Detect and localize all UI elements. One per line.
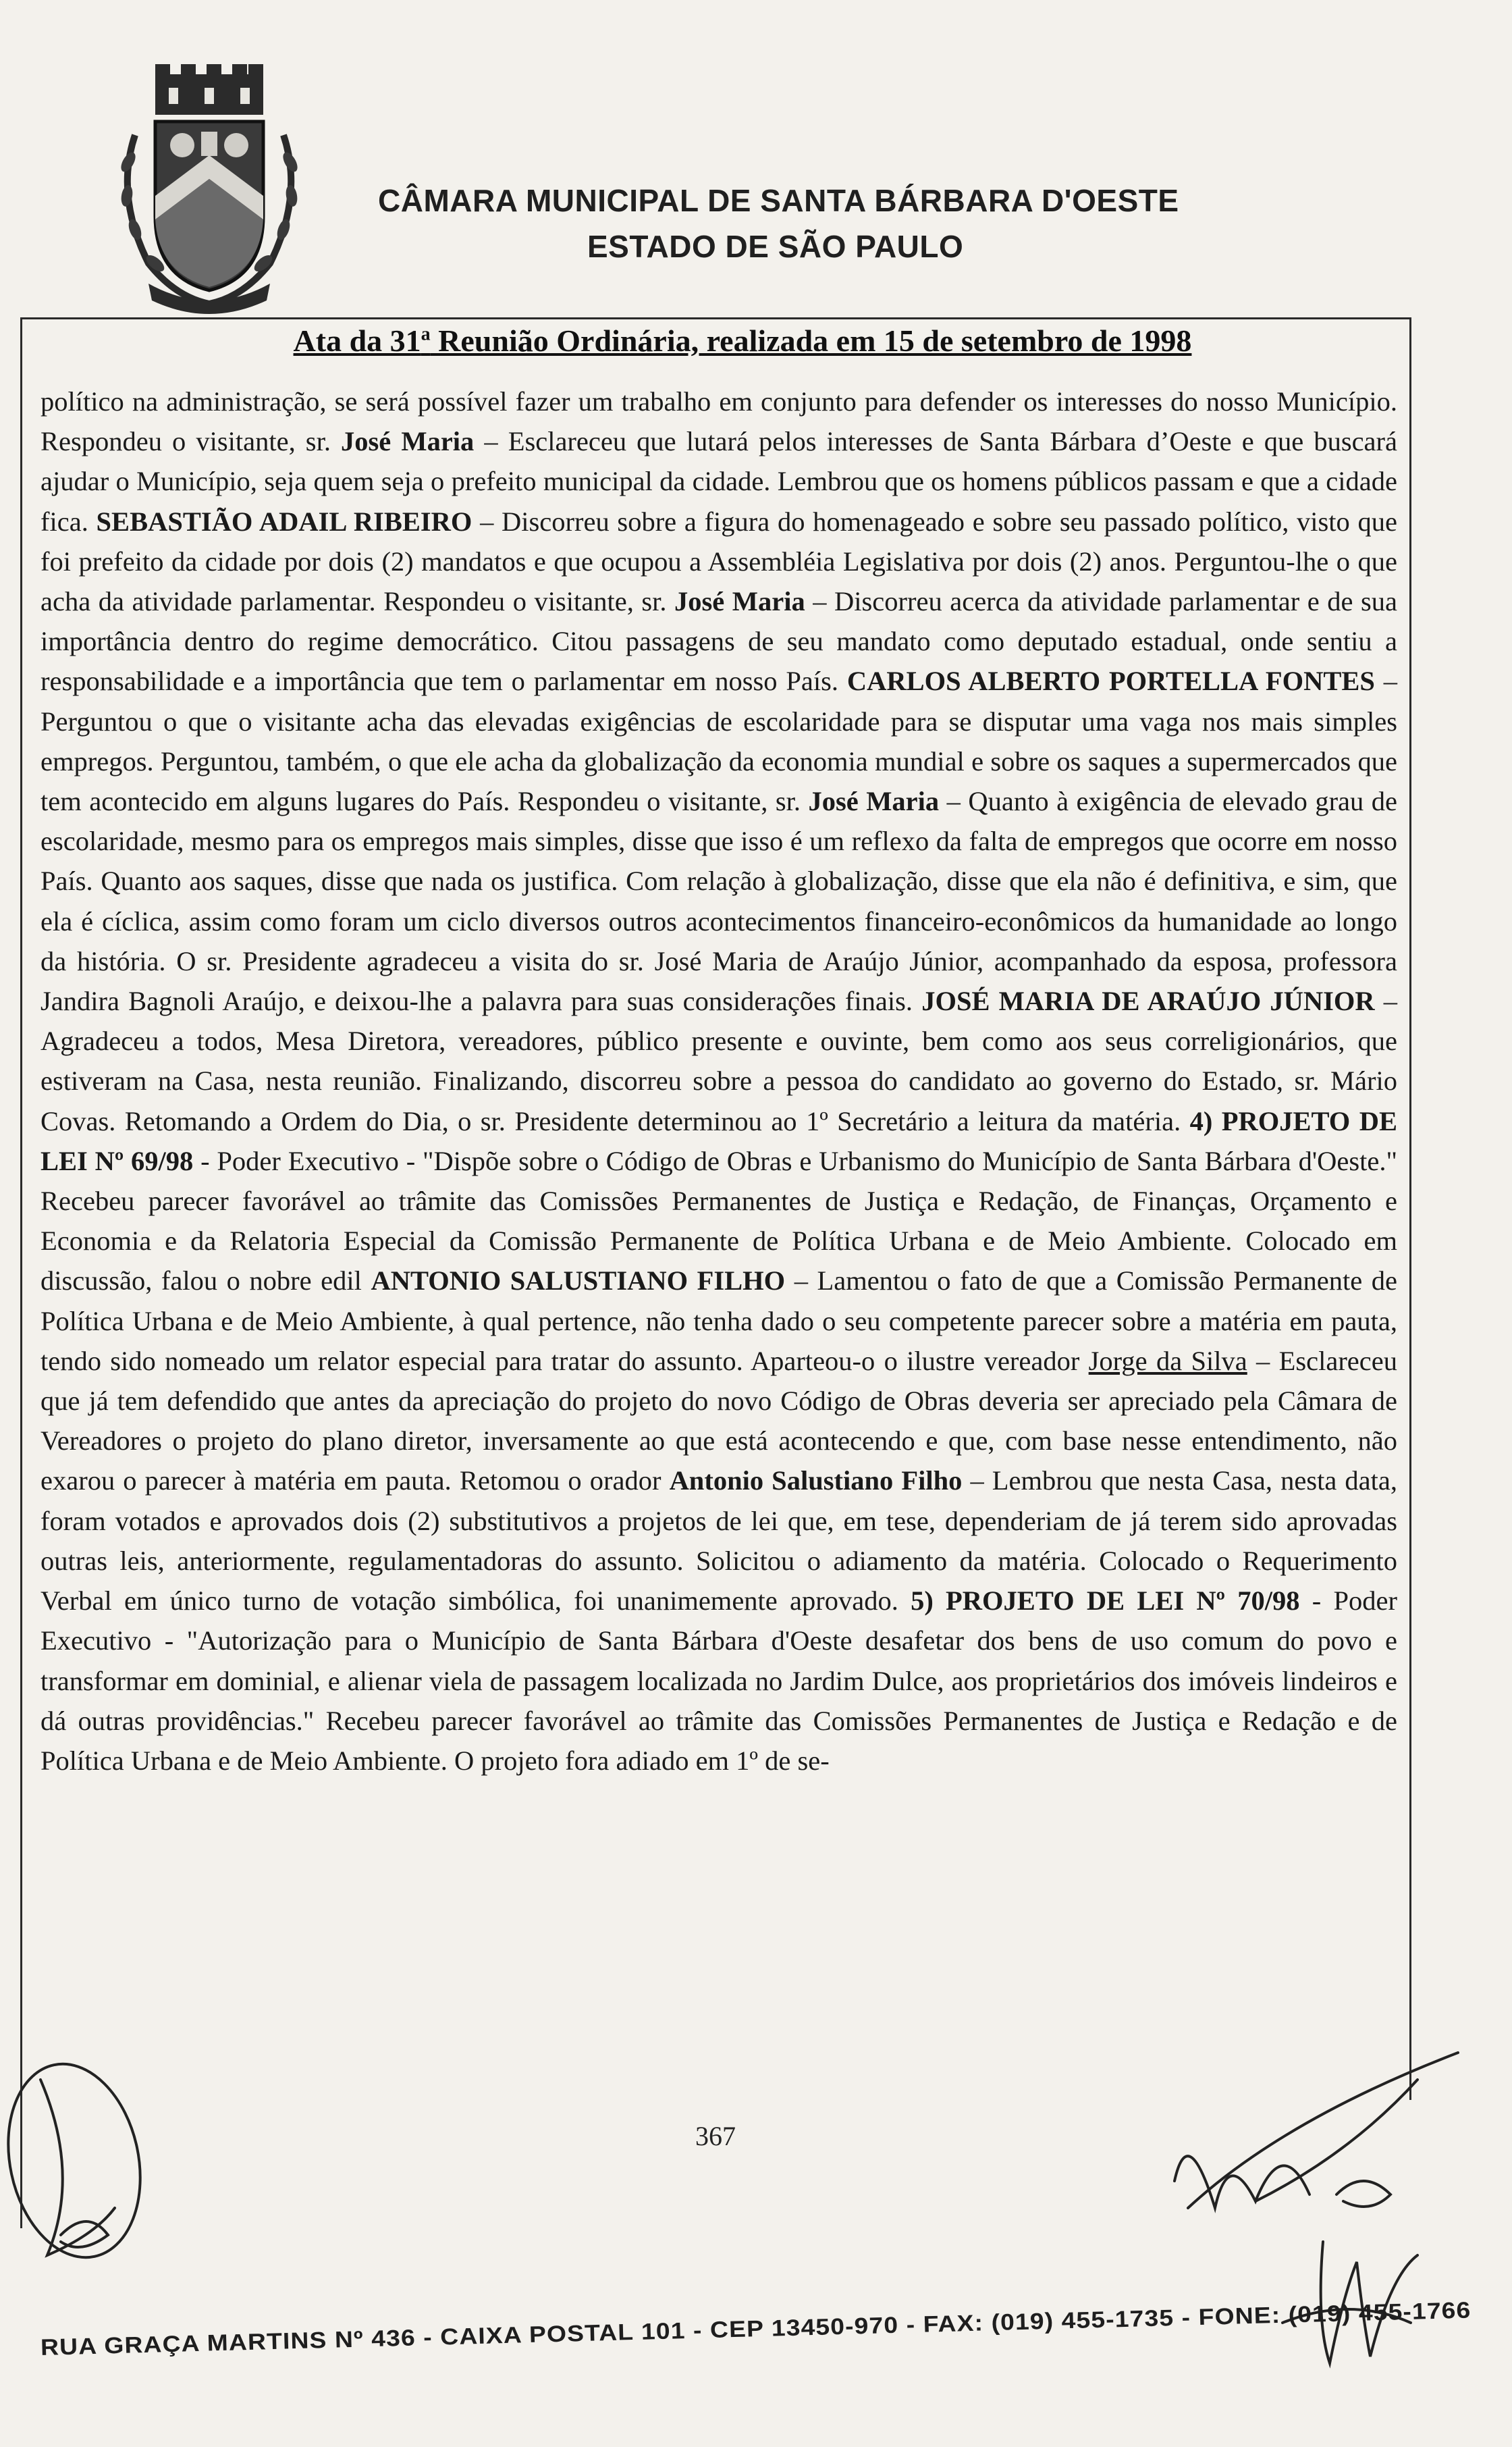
bill-heading: 4) PROJETO DE LEI Nº 69/98 [40, 1105, 1397, 1176]
body-text: – Lamentou o fato de que a Comissão Permanente de Política Urbana e de Meio Ambiente, à qual pertence, não tenha dado o seu competente parecer sobre a matéria em pauta, tendo sido nomeado um relator especial para tratar do assunto. Aparteou-o o ilustre vereador [40, 1265, 1398, 1376]
body-text: – Esclareceu que lutará pelos interesses de Santa Bárbara d’Oeste e que buscará ajudar o Município, seja quem seja o prefeito municipal da cidade. Lembrou que os homens públicos passam e que a cidade fica. [40, 426, 1397, 537]
footer-address-block [27, 2296, 1498, 2384]
institution-state: ESTADO DE SÃO PAULO [587, 229, 964, 264]
page-number: 367 [695, 2121, 736, 2151]
body-text: – Discorreu acerca da atividade parlamentar e de sua importância dentro do regime democrático. Citou passagens de seu mandato como deputado estadual, onde sentiu a responsabilidade e a importância que tem o parlamentar em nosso País. [40, 586, 1397, 697]
speaker-name: José Maria [341, 426, 475, 457]
speaker-name: José Maria [808, 786, 940, 817]
frame-right-rule [1409, 317, 1411, 2100]
speaker-name: Antonio Salustiano Filho [669, 1465, 963, 1496]
title-prefix: Ata da 31 [293, 323, 421, 358]
speaker-name: JOSÉ MARIA DE ARAÚJO JÚNIOR [921, 986, 1375, 1017]
minutes-body-paragraph [40, 381, 1397, 1781]
bill-heading: 5) PROJETO DE LEI Nº 70/98 [911, 1585, 1300, 1616]
body-text: – Agradeceu a todos, Mesa Diretora, vereadores, público presente e ouvinte, bem como aos seus correligionários, que estiveram na Casa, nesta reunião. Finalizando, discorreu sobre a pessoa do candidato ao governo do Estado, sr. Mário Covas. Retomando a Ordem do Dia, o sr. Presidente determinou ao 1º Secretário a leitura da matéria. [40, 986, 1398, 1136]
body-text: – Esclareceu que já tem defendido que antes da apreciação do projeto do novo Código de Obras deveria ser apreciado pela Câmara de Vereadores o projeto do plano diretor, inversamente ao que está acontecendo e que, com base nesse entendimento, não exarou o parecer à matéria em pauta. Retomou o orador [40, 1345, 1397, 1496]
speaker-name: CARLOS ALBERTO PORTELLA FONTES [846, 666, 1375, 697]
speaker-name: ANTONIO SALUSTIANO FILHO [371, 1265, 786, 1296]
minutes-title [202, 323, 1282, 359]
body-text: – Quanto à exigência de elevado grau de escolaridade, mesmo para os empregos mais simples, disse que isso é um reflexo da falta de empregos que ocorre em nosso País. Quanto aos saques, disse que nada os justifica. Com relação à globalização, disse que ela não é definitiva, e sim, que ela é cíclica, assim como foram um ciclo diversos outros acontecimentos financeiro-econômicos da humanidade ao longo da história. O sr. Presidente agradeceu a visita do sr. José Maria de Araújo Júnior, acompanhado da esposa, professora Jandira Bagnoli Araújo, e deixou-lhe a palavra para suas considerações finais. [40, 786, 1397, 1017]
body-text: – Perguntou o que o visitante acha das elevadas exigências de escolaridade para se disputar uma vaga nos mais simples empregos. Perguntou, também, o que ele acha da globalização da economia mundial e sobre os saques a supermercados que tem acontecido em alguns lugares do País. Respondeu o visitante, sr. [40, 666, 1397, 817]
municipal-coat-of-arms-icon [108, 61, 310, 317]
speaker-name: José Maria [674, 586, 805, 617]
footer-address: RUA GRAÇA MARTINS Nº 436 - CAIXA POSTAL 101 - CEP 13450-970 - FAX: (019) 455-1735 - FONE: (019) 455-1766 [40, 2300, 1344, 2361]
frame-left-rule [20, 317, 22, 2228]
title-ordinal: a [421, 323, 431, 345]
body-text: – Discorreu sobre a figura do homenageado e sobre seu passado político, visto que foi prefeito da cidade por dois (2) mandatos e que ocupou a Assembléia Legislativa por dois (2) anos. Perguntou-lhe o que acha da atividade parlamentar. Respondeu o visitante, sr. [40, 506, 1397, 617]
speaker-name-underlined: Jorge da Silva [1088, 1345, 1247, 1376]
body-text: - Poder Executivo - "Autorização para o Município de Santa Bárbara d'Oeste desafetar dos bens de uso comum do povo e transformar em dominial, e alienar viela de passagem localizada no Jardim Dulce, aos proprietários dos imóveis lindeiros e dá outras providências." Recebeu parecer favorável ao trâmite das Comissões Permanentes de Justiça e Redação e de Política Urbana e de Meio Ambiente. O projeto fora adiado em 1º de se- [40, 1585, 1397, 1776]
body-text: - Poder Executivo - "Dispõe sobre o Código de Obras e Urbanismo do Município de Santa Bárbara d'Oeste." Recebeu parecer favorável ao trâmite das Comissões Permanentes de Justiça e Redação, de Finanças, Orçamento e Economia e da Relatoria Especial da Comissão Permanente de Política Urbana e de Meio Ambiente. Colocado em discussão, falou o nobre edil [40, 1145, 1397, 1296]
frame-top-rule [20, 317, 1411, 319]
handwritten-signatures-icon [0, 2039, 1512, 2444]
title-rest: Reunião Ordinária, realizada em 15 de setembro de 1998 [430, 323, 1192, 358]
body-text: político na administração, se será possível fazer um trabalho em conjunto para defender os interesses do nosso Município. Respondeu o visitante, sr. [40, 386, 1397, 457]
institution-name: CÂMARA MUNICIPAL DE SANTA BÁRBARA D'OESTE [378, 183, 1179, 218]
body-text: – Lembrou que nesta Casa, nesta data, foram votados e aprovados dois (2) substitutivos a projetos de lei que, em tese, dependeriam de já terem sido aprovadas outras leis, anteriormente, regulamentadoras do assunto. Solicitou o adiamento da matéria. Colocado o Requerimento Verbal em único turno de votação simbólica, foi unanimemente aprovado. [40, 1465, 1397, 1616]
speaker-name: SEBASTIÃO ADAIL RIBEIRO [96, 506, 473, 537]
